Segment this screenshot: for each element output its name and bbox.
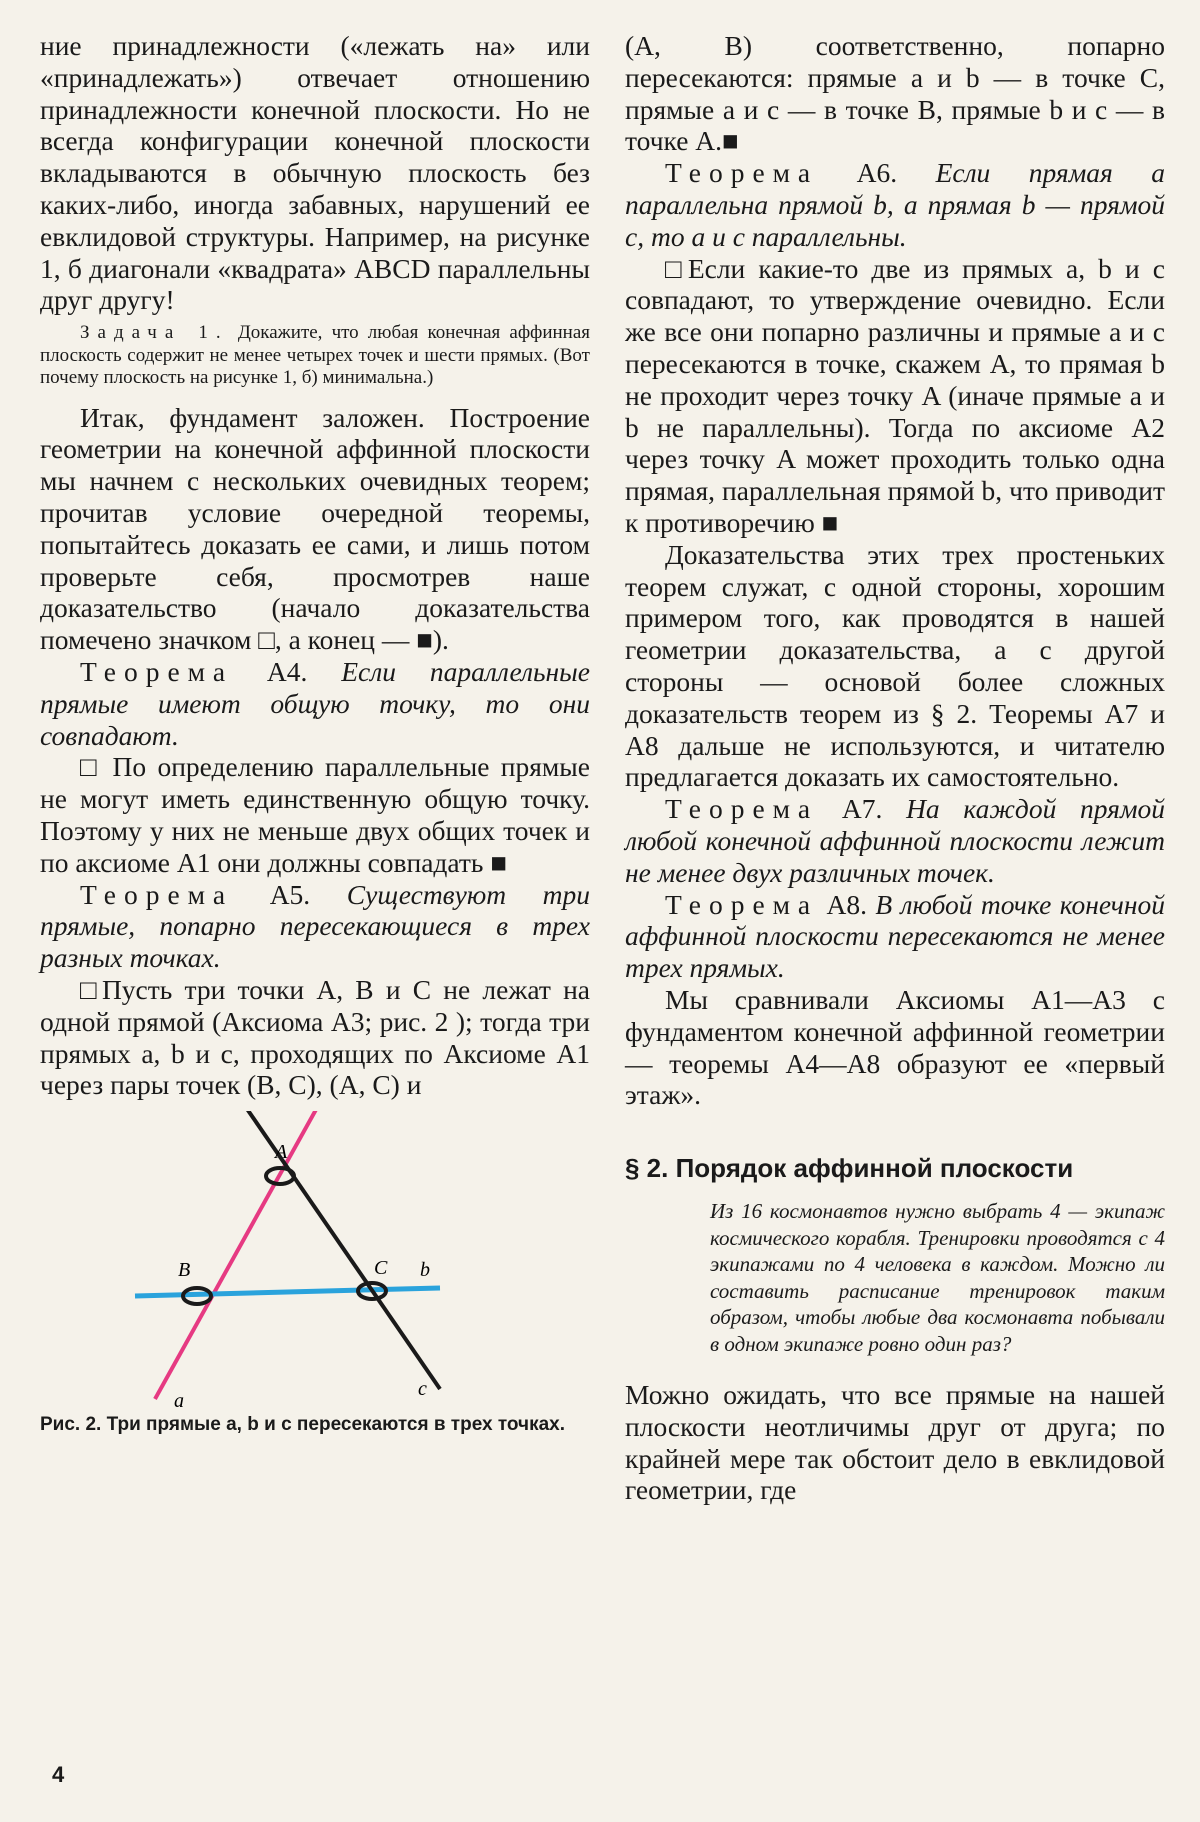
label-point-a: A — [275, 1141, 288, 1164]
paragraph: Можно ожидать, что все прямые на нашей плоскости неотличимы друг от друга; по крайней мере так обстоит дело в евклидовой геометрии, где — [625, 1379, 1165, 1506]
theorem-number: А8. — [826, 888, 867, 920]
epigraph: Из 16 космонавтов нужно выбрать 4 — экипаж космического корабля. Тренировки проводятся с 4 экипажами по 4 человека в каждом. Можно ли составить расписание тренировок таким образом, чтобы любые два космонавта побывали в одном экипаже ровно один раз? — [710, 1199, 1165, 1356]
proof-a5: □Пусть три точки A, B и C не лежат на одной прямой (Аксиома А3; рис. 2 ); тогда три прямых a, b и c, проходящих по Аксиоме А1 через пары точек (B, C), (A, C) и — [40, 974, 590, 1101]
section-title: § 2. Порядок аффинной плоскости — [625, 1153, 1074, 1184]
theorem-a4 — [40, 656, 590, 751]
theorem-number: А5. — [269, 878, 311, 910]
task-1 — [40, 322, 590, 390]
theorem-a6 — [625, 157, 1165, 252]
proof-a6: □Если какие-то две из прямых a, b и c совпадают, то утверждение очевидно. Если же все они попарно различны и прямые a и c пересекаются в точке, скажем A, то прямая b не проходит через точку A (иначе прямые a и b не параллельны). Тогда по аксиоме А2 через точку A может проходить только одна прямая, параллельная прямой b, что приводит к противоречию ■ — [625, 252, 1165, 538]
theorem-a8 — [625, 889, 1165, 984]
page-number: 4 — [52, 1762, 65, 1787]
caption-prefix: Рис. 2. — [40, 1414, 102, 1436]
theorem-label: Теорема — [80, 878, 234, 910]
label-line-c: c — [418, 1378, 427, 1401]
task-text: Докажите, что любая конечная аффинная плоскость содержит не менее четырех точек и шести прямых. (Вот почему плоскость на рисунке 1, б) минимальна.) — [40, 322, 591, 389]
paragraph: Итак, фундамент заложен. Построение геометрии на конечной аффинной плоскости мы начнем с нескольких очевидных теорем; прочитав условие очередной теоремы, попытайтесь доказать ее сами, и лишь потом проверьте себя, просмотрев наше доказательство (начало доказательства помечено значком □, а конец — ■). — [40, 401, 590, 656]
theorem-statement: Существуют три прямые, попарно пересекающиеся в трех разных точках. — [40, 878, 591, 974]
paragraph: Доказательства этих трех простеньких теорем служат, с одной стороны, хорошим примером того, как проводятся в нашей геометрии доказательства, а с другой стороны — основой более сложных доказательств теорем из § 2. Теоремы А7 и А8 дальше не используются, и читателю предлагается доказать их самостоятельно. — [625, 538, 1165, 793]
label-line-a: a — [174, 1390, 184, 1412]
label-point-c: C — [374, 1257, 388, 1280]
paragraph: Мы сравнивали Аксиомы А1—А3 с фундаментом конечной аффинной геометрии — теоремы А4—А8 образуют ее «первый этаж». — [625, 983, 1165, 1111]
theorem-label: Теорема — [665, 157, 819, 189]
line-a — [155, 1111, 318, 1399]
theorem-number: А4. — [266, 656, 308, 688]
task-label: Задача 1. — [80, 322, 229, 344]
left-column — [40, 30, 590, 1437]
right-column — [625, 30, 1165, 1506]
theorem-statement: Если параллельные прямые имеют общую точку, то они совпадают. — [40, 656, 590, 751]
label-point-b: B — [178, 1259, 191, 1282]
label-line-b: b — [420, 1259, 430, 1282]
paragraph: (A, B) соответственно, попарно пересекаются: прямые a и b — в точке C, прямые a и c — в точке B, прямые b и c — в точке A.■ — [625, 30, 1165, 157]
figure-three-lines — [40, 1111, 590, 1411]
line-b — [135, 1288, 440, 1296]
theorem-label: Теорема — [665, 793, 819, 825]
theorem-a5 — [40, 879, 590, 974]
proof-a4: □ По определению параллельные прямые не могут иметь единственную общую точку. Поэтому у них не меньше двух общих точек и по аксиоме А1 они должны совпадать ■ — [40, 751, 590, 878]
theorem-label: Теорема — [665, 888, 819, 920]
theorem-number: А7. — [841, 793, 883, 825]
caption-text: Три прямые a, b и c пересекаются в трех точках. — [106, 1414, 566, 1436]
theorem-statement: В любой точке конечной аффинной плоскости пересекаются не менее трех прямых. — [625, 888, 1166, 984]
theorem-a7 — [625, 793, 1165, 888]
figure-caption — [40, 1413, 590, 1437]
paragraph: ние принадлежности («лежать на» или «принадлежать») отвечает отношению принадлежности конечной плоскости. Но не всегда конфигурации конечной плоскости вкладываются в обычную плоскость без каких-либо, иногда забавных, нарушений ее евклидовой структуры. Например, на рисунке 1, б диагонали «квадрата» ABCD параллельны друг другу! — [40, 30, 590, 316]
theorem-statement: На каждой прямой любой конечной аффинной плоскости лежит не менее двух различных точек. — [625, 793, 1166, 888]
theorem-label: Теорема — [80, 656, 234, 688]
theorem-number: А6. — [856, 157, 898, 189]
theorem-statement: Если прямая a параллельна прямой b, а прямая b — прямой c, то a и c параллельны. — [625, 157, 1166, 252]
